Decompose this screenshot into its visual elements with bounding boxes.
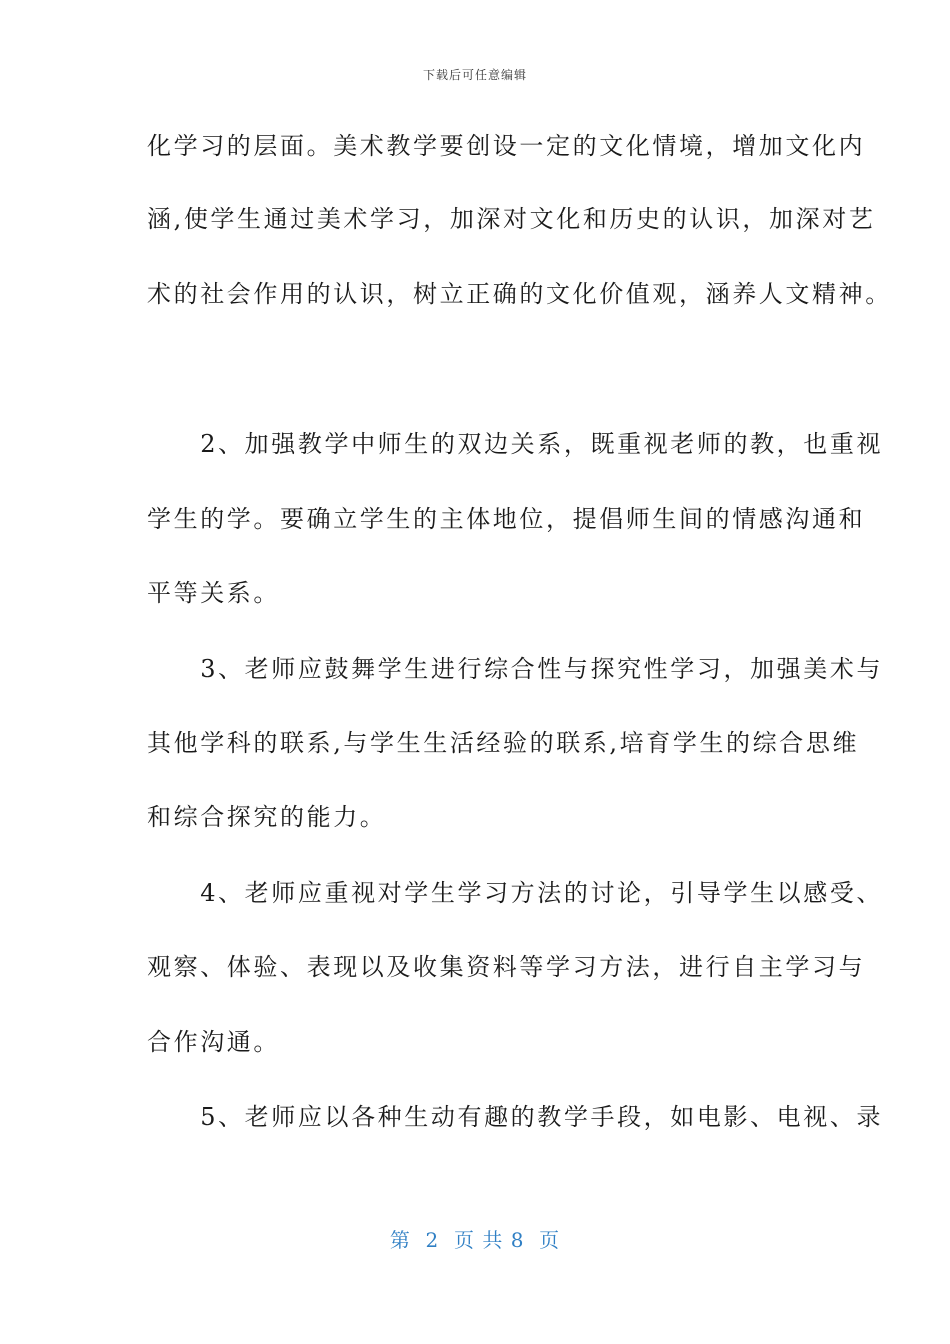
text-line: 平等关系。 bbox=[147, 579, 280, 607]
text-line: 3、老师应鼓舞学生进行综合性与探究性学习，加强美术与 bbox=[147, 655, 884, 683]
text-line: 学生的学。要确立学生的主体地位，提倡师生间的情感沟通和 bbox=[147, 505, 866, 533]
text-line: 涵,使学生通过美术学习，加深对文化和历史的认识，加深对艺 bbox=[147, 205, 876, 233]
page-number: 第 2 页 共 8 页 bbox=[389, 1228, 561, 1252]
text-line: 合作沟通。 bbox=[147, 1028, 280, 1056]
text-line: 5、老师应以各种生动有趣的教学手段，如电影、电视、录 bbox=[147, 1103, 884, 1131]
text-line: 2、加强教学中师生的双边关系，既重视老师的教，也重视 bbox=[147, 430, 884, 458]
text-line: 术的社会作用的认识，树立正确的文化价值观，涵养人文精神。 bbox=[147, 280, 892, 308]
text-line: 4、老师应重视对学生学习方法的讨论，引导学生以感受、 bbox=[147, 879, 884, 907]
text-line: 和综合探究的能力。 bbox=[147, 803, 387, 831]
text-line: 观察、体验、表现以及收集资料等学习方法，进行自主学习与 bbox=[147, 953, 866, 981]
header-note: 下载后可任意编辑 bbox=[422, 68, 527, 82]
text-line: 其他学科的联系,与学生生活经验的联系,培育学生的综合思维 bbox=[147, 729, 860, 757]
text-line: 化学习的层面。美术教学要创设一定的文化情境，增加文化内 bbox=[147, 132, 866, 160]
